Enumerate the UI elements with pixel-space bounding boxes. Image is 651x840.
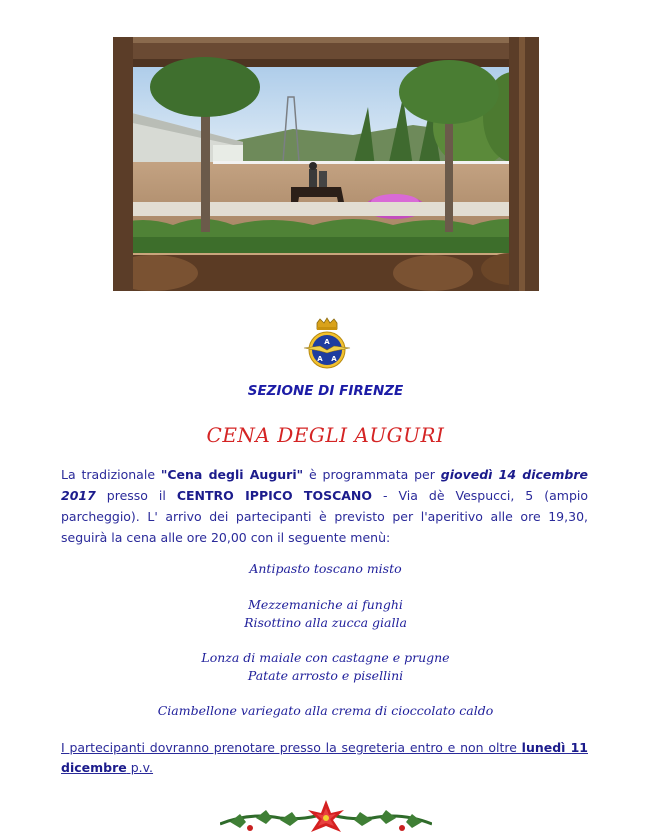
intro-text-3: presso il xyxy=(95,488,177,503)
holly-decoration xyxy=(220,794,432,836)
deadline-date: lunedì 11 dicembre xyxy=(61,740,588,775)
equestrian-center-image xyxy=(113,37,539,291)
intro-text-1: La tradizionale xyxy=(61,467,161,482)
section-title: SEZIONE DI FIRENZE xyxy=(247,383,404,399)
deadline-text: I partecipanti dovranno prenotare presso la segreteria entro e non oltre xyxy=(61,740,522,755)
deadline-suffix: p.v. xyxy=(126,760,154,775)
event-date: giovedì 14 dicembre 2017 xyxy=(61,467,589,503)
menu-item-lonza: Lonza di maiale con castagne e prugne xyxy=(201,650,450,665)
event-name: "Cena degli Auguri" xyxy=(160,467,304,482)
holly-icon xyxy=(220,794,432,836)
emblem-letter-left: A xyxy=(317,355,323,363)
intro-text-2: è programmata per xyxy=(303,467,441,482)
menu-item-patate: Patate arrosto e pisellini xyxy=(247,668,404,683)
intro-paragraph xyxy=(61,464,588,548)
menu-item-mezzemaniche: Mezzemaniche ai funghi xyxy=(248,597,403,612)
header-photo xyxy=(113,37,539,291)
club-emblem xyxy=(300,317,354,371)
menu-item-risottino: Risottino alla zucca gialla xyxy=(244,615,407,630)
event-title: CENA DEGLI AUGURI xyxy=(206,423,445,447)
emblem-icon xyxy=(300,317,354,371)
menu-item-ciambellone: Ciambellone variegato alla crema di cioccolato caldo xyxy=(157,703,494,718)
venue-name: CENTRO IPPICO TOSCANO xyxy=(176,488,373,503)
emblem-letter-top: A xyxy=(324,338,330,346)
booking-deadline xyxy=(61,738,588,778)
menu-item-antipasto: Antipasto toscano misto xyxy=(249,561,402,576)
intro-text-4: - Via dè Vespucci, 5 (ampio parcheggio). L' arrivo dei partecipanti è previsto per l'aperitivo alle ore 19,30, seguirà la cena alle ore 20,00 con il seguente menù: xyxy=(61,488,588,545)
emblem-letter-right: A xyxy=(331,355,337,363)
